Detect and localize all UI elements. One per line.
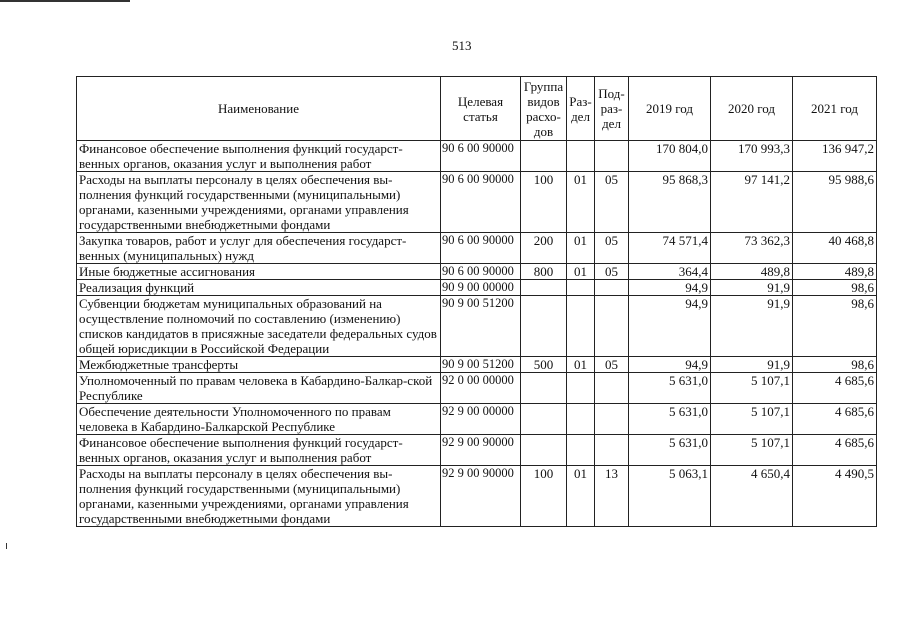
cell-2020: 489,8 <box>711 264 793 280</box>
cell-2021: 98,6 <box>793 296 877 357</box>
header-section: Раз-дел <box>567 77 595 141</box>
cell-2021: 489,8 <box>793 264 877 280</box>
cell-2021: 95 988,6 <box>793 172 877 233</box>
cell-2021: 4 685,6 <box>793 373 877 404</box>
cell-2020: 5 107,1 <box>711 435 793 466</box>
cell-target: 92 9 00 00000 <box>441 404 521 435</box>
cell-group <box>521 280 567 296</box>
cell-section: 01 <box>567 357 595 373</box>
cell-target: 90 6 00 90000 <box>441 264 521 280</box>
cell-target: 90 9 00 00000 <box>441 280 521 296</box>
cell-2020: 91,9 <box>711 357 793 373</box>
cell-2019: 5 631,0 <box>629 435 711 466</box>
cell-name: Обеспечение деятельности Уполномоченного по правам человека в Кабардино-Балкарской Республике <box>77 404 441 435</box>
cell-section <box>567 280 595 296</box>
cell-name: Иные бюджетные ассигнования <box>77 264 441 280</box>
table-row <box>77 233 877 264</box>
cell-2019: 74 571,4 <box>629 233 711 264</box>
cell-2020: 91,9 <box>711 280 793 296</box>
cell-target: 92 0 00 00000 <box>441 373 521 404</box>
cell-group <box>521 404 567 435</box>
cell-subsection: 05 <box>595 357 629 373</box>
cell-group <box>521 435 567 466</box>
table-row <box>77 141 877 172</box>
cell-name: Закупка товаров, работ и услуг для обеспечения государст-венных (муниципальных) нужд <box>77 233 441 264</box>
cell-subsection <box>595 141 629 172</box>
header-subsection: Под-раз-дел <box>595 77 629 141</box>
header-2021: 2021 год <box>793 77 877 141</box>
table-body <box>77 141 877 527</box>
cell-group: 100 <box>521 466 567 527</box>
cell-2019: 94,9 <box>629 296 711 357</box>
table-row <box>77 466 877 527</box>
cell-group: 800 <box>521 264 567 280</box>
cell-2021: 98,6 <box>793 357 877 373</box>
header-name: Наименование <box>77 77 441 141</box>
cell-group <box>521 373 567 404</box>
cell-target: 90 9 00 51200 <box>441 296 521 357</box>
cell-section: 01 <box>567 172 595 233</box>
cell-section: 01 <box>567 264 595 280</box>
cell-subsection: 05 <box>595 264 629 280</box>
cell-name: Расходы на выплаты персоналу в целях обеспечения вы-полнения функций государственными (муниципальными) органами, казенными учреждениями, органами управления государственными внебюджетными фондами <box>77 466 441 527</box>
cell-name: Расходы на выплаты персоналу в целях обеспечения вы-полнения функций государственными (муниципальными) органами, казенными учреждениями, органами управления государственными внебюджетными фондами <box>77 172 441 233</box>
cell-group <box>521 141 567 172</box>
cell-2020: 73 362,3 <box>711 233 793 264</box>
cell-target: 92 9 00 90000 <box>441 435 521 466</box>
cell-subsection <box>595 373 629 404</box>
cell-2019: 364,4 <box>629 264 711 280</box>
cell-target: 90 9 00 51200 <box>441 357 521 373</box>
cell-group: 200 <box>521 233 567 264</box>
budget-table <box>76 76 877 527</box>
cell-2019: 170 804,0 <box>629 141 711 172</box>
header-group: Группа видов расхо-дов <box>521 77 567 141</box>
scan-margin-mark <box>6 543 7 549</box>
cell-group: 100 <box>521 172 567 233</box>
table-row <box>77 435 877 466</box>
cell-name: Реализация функций <box>77 280 441 296</box>
cell-2021: 98,6 <box>793 280 877 296</box>
table-row <box>77 357 877 373</box>
cell-target: 90 6 00 90000 <box>441 172 521 233</box>
table-row <box>77 172 877 233</box>
cell-group: 500 <box>521 357 567 373</box>
cell-section: 01 <box>567 466 595 527</box>
header-target: Целевая статья <box>441 77 521 141</box>
cell-2020: 5 107,1 <box>711 373 793 404</box>
cell-name: Уполномоченный по правам человека в Кабардино-Балкар-ской Республике <box>77 373 441 404</box>
table-header-row <box>77 77 877 141</box>
cell-2019: 94,9 <box>629 357 711 373</box>
cell-2020: 170 993,3 <box>711 141 793 172</box>
cell-2020: 91,9 <box>711 296 793 357</box>
table-row <box>77 264 877 280</box>
scan-edge-mark <box>0 0 130 5</box>
cell-subsection <box>595 435 629 466</box>
page-number: 513 <box>452 38 472 53</box>
cell-2019: 95 868,3 <box>629 172 711 233</box>
cell-subsection <box>595 404 629 435</box>
cell-target: 90 6 00 90000 <box>441 141 521 172</box>
cell-name: Финансовое обеспечение выполнения функций государст-венных органов, оказания услуг и выполнения работ <box>77 141 441 172</box>
cell-section <box>567 404 595 435</box>
cell-subsection <box>595 280 629 296</box>
table-row <box>77 373 877 404</box>
table-row <box>77 404 877 435</box>
header-2020: 2020 год <box>711 77 793 141</box>
cell-2019: 5 063,1 <box>629 466 711 527</box>
cell-subsection: 05 <box>595 172 629 233</box>
cell-target: 92 9 00 90000 <box>441 466 521 527</box>
cell-2021: 136 947,2 <box>793 141 877 172</box>
cell-2021: 4 490,5 <box>793 466 877 527</box>
cell-2020: 4 650,4 <box>711 466 793 527</box>
cell-2021: 4 685,6 <box>793 435 877 466</box>
cell-target: 90 6 00 90000 <box>441 233 521 264</box>
cell-2019: 5 631,0 <box>629 373 711 404</box>
cell-name: Субвенции бюджетам муниципальных образований на осуществление полномочий по составлению (изменению) списков кандидатов в присяжные заседатели федеральных судов общей юрисдикции в Российской Федерации <box>77 296 441 357</box>
cell-name: Межбюджетные трансферты <box>77 357 441 373</box>
cell-2020: 97 141,2 <box>711 172 793 233</box>
cell-section <box>567 141 595 172</box>
cell-2021: 4 685,6 <box>793 404 877 435</box>
table-row <box>77 296 877 357</box>
cell-2019: 94,9 <box>629 280 711 296</box>
header-2019: 2019 год <box>629 77 711 141</box>
table-row <box>77 280 877 296</box>
cell-section <box>567 435 595 466</box>
cell-2021: 40 468,8 <box>793 233 877 264</box>
cell-section <box>567 373 595 404</box>
cell-subsection <box>595 296 629 357</box>
cell-subsection: 13 <box>595 466 629 527</box>
cell-name: Финансовое обеспечение выполнения функций государст-венных органов, оказания услуг и выполнения работ <box>77 435 441 466</box>
cell-section: 01 <box>567 233 595 264</box>
cell-2020: 5 107,1 <box>711 404 793 435</box>
cell-group <box>521 296 567 357</box>
cell-subsection: 05 <box>595 233 629 264</box>
cell-section <box>567 296 595 357</box>
cell-2019: 5 631,0 <box>629 404 711 435</box>
